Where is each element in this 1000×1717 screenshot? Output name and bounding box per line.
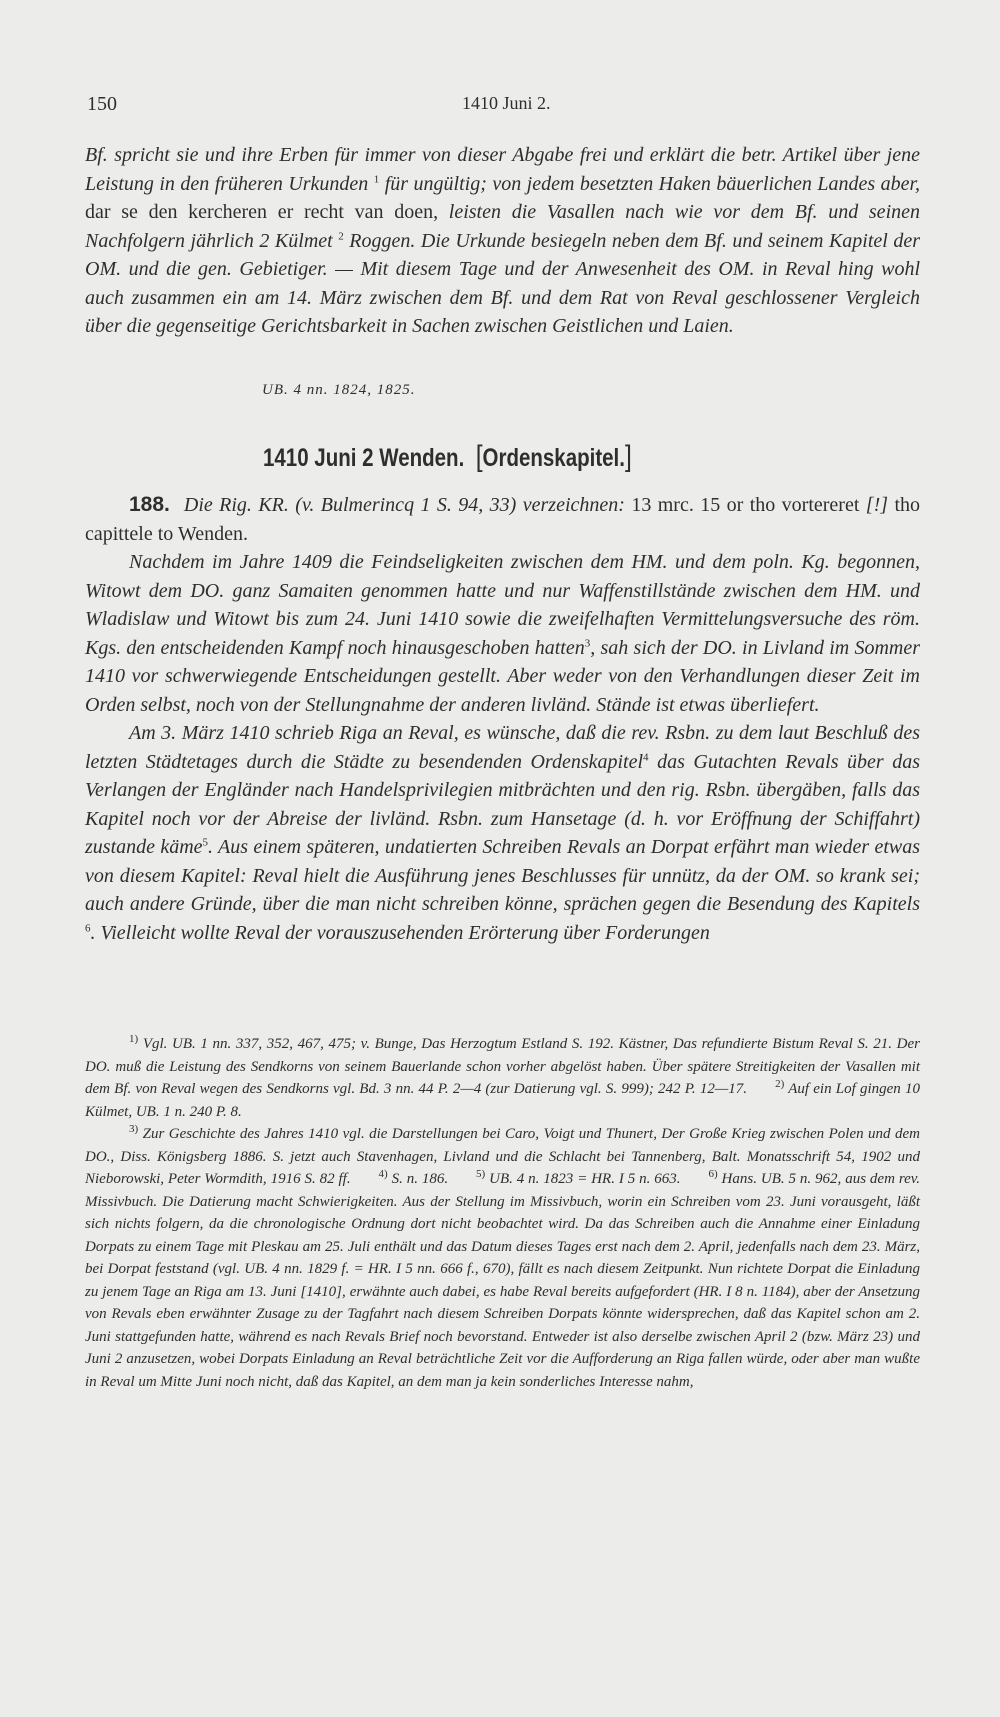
document-source: Die Rig. KR. (v. Bulmerincq 1 S. 94, 33) verzeichnen: (183, 494, 625, 516)
footnote-3-6 (85, 1123, 920, 1393)
heading-bracket-close: ] (624, 440, 632, 473)
footnotes (85, 1033, 920, 1393)
footnote-1-text: Vgl. UB. 1 nn. 337, 352, 467, 475; v. Bunge, Das Herzogtum Estland S. 192. Kästner, Das refundierte Bistum Reval S. 21. Der DO. muß die Leistung des Sendkorns von seinem Bauerlande schon vorher abgelöst haben. Über spätere Streitigkeiten der Vasallen mit dem Bf. von Reval wegen des Sendkorns vgl. Bd. 3 nn. 44 P. 2—4 (zur Datierung vgl. S. 999); 242 P. 12—17. (85, 1036, 921, 1097)
document-paragraph-1 (85, 548, 920, 719)
page-number: 150 (87, 93, 117, 115)
para2-text-c: . Aus einem späteren, undatierten Schreiben Revals an Dorpat erfährt man wieder etwas von diesem Kapitel: Reval hielt die Ausführung jenes Beschlusses für unnütz, da der OM. so krank sei; auch andere Gründe, über die man nicht schreiben könne, sprächen gegen die Besendung des Kapitels (85, 836, 921, 915)
document-entry-end: tho capittele to Wenden. (85, 494, 920, 545)
footnote-ref-5: 5 (202, 836, 209, 849)
document-number: 188. (129, 493, 170, 516)
document-body (85, 491, 920, 947)
para2-text-b: das Gutachten Revals über das Verlangen der Engländer nach Handelsprivilegien mitbrächten und den rig. Rsbn. übergäben, falls das Kapitel noch vor der Abreise der livländ. Rsbn. zum Hansetage (d. h. vor Eröffnung der Schiffahrt) zustande käme (85, 750, 921, 858)
footnote-4-text: S. n. 186. (391, 1171, 449, 1187)
footnote-6-text: Hans. UB. 5 n. 962, aus dem rev. Missivbuch. Die Datierung macht Schwierigkeiten. Aus der Stellung im Missivbuch, worin ein Schreiben vom 23. Juni vorausgeht, läßt sich nichts folgern, da die chronologische Ordnung dort nicht beobachtet wird. Da das Schreiben auch die Annahme einer Einladung Dorpats zu einem Tage mit Pleskau am 25. Juli enthält und das Datum dieses Tages erst nach dem 2. April, jedenfalls nach dem 23. März, bei Dorpat feststand (vgl. UB. 4 nn. 1829 f. = HR. I 5 nn. 666 f., 670), fällt es nach diesem Zeitpunkt. Nun richtete Dorpat die Einladung zu jenem Tage an Riga am 13. Juni [1410], erwähnte auch dabei, es habe Reval bereits aufgefordert (HR. I 8 n. 1184), aber der Ansetzung von Revals eben erwähnter Zusage zu der Tagfahrt nach diesem Schreiben Dorpats könnte widersprechen, daß das Kapitel schon am 2. Juni stattgefunden hatte, während es nach Revals Brief noch bevorstand. Entweder ist also derselbe zwischen April 2 (bzw. März 23) und Juni 2 anzusetzen, wobei Dorpats Einladung an Reval beträchtliche Zeit vor die Aufforderung an Riga fallen würde, oder aber man wußte in Reval um Mitte Juni noch nicht, daß das Kapitel, an dem man ja kein sonderliches Interesse nahm, (85, 1171, 921, 1390)
document-entry: 13 mrc. 15 or tho vortereret (631, 494, 860, 516)
footnote-3-text: Zur Geschichte des Jahres 1410 vgl. die Darstellungen bei Caro, Voigt und Thunert, Der Große Krieg zwischen Polen und dem DO., Diss. Königsberg 1886. S. jetzt auch Stavenhagen, Livland und die Schlacht bei Tannenberg, Balt. Monatsschrift 54, 1902 und Nieborowski, Peter Wormdith, 1916 S. 82 ff. (85, 1126, 921, 1187)
para1-text-a: Nachdem im Jahre 1409 die Feindseligkeiten zwischen dem HM. und dem poln. Kg. begonnen, Witowt dem DO. ganz Samaiten genommen hatte und nur Waffenstillstände zwischen dem HM. und Wladislaw und Witowt bis zum 24. Juni 1410 sowie die zweifelhaften Vermittelungsversuche des röm. Kgs. den entscheidenden Kampf noch hinausgeschoben hatten (85, 551, 920, 659)
footnote-mark-2: 2) (775, 1078, 785, 1090)
document-sic: [!] (865, 494, 889, 516)
intro-text-c: leisten die Vasallen nach wie vor dem Bf. und seinen Nachfolgern jährlich 2 Külmet (85, 201, 920, 252)
footnote-ref-3: 3 (584, 636, 591, 649)
entry-heading (263, 440, 632, 474)
footnote-mark-6: 6) (708, 1168, 718, 1180)
para2-text-a: Am 3. März 1410 schrieb Riga an Reval, es wünsche, daß die rev. Rsbn. zu dem laut Beschluß des letzten Städtetages durch die Städte zu besendenden Ordenskapitel (85, 722, 920, 773)
para2-text-d: . Vielleicht wollte Reval der vorauszusehenden Erörterung über Forderungen (90, 921, 710, 944)
footnote-2-text: Auf ein Lof gingen 10 Külmet, UB. 1 n. 240 P. 8. (85, 1081, 921, 1120)
footnote-ref-6: 6 (85, 921, 91, 934)
footnote-ref-4: 4 (643, 750, 649, 763)
para1-text-b: , sah sich der DO. in Livland im Sommer 1410 vor schwerwiegende Entscheidungen gestellt. Aber weder von den Verhandlungen dieser Zeit im Orden selbst, noch von der Stellungnahme der anderen livländ. Stände ist etwas überliefert. (85, 636, 921, 716)
footnote-mark-1: 1) (129, 1033, 139, 1045)
heading-title: Ordenskapitel. (482, 444, 625, 472)
footnote-5-text: UB. 4 n. 1823 = HR. I 5 n. 663. (489, 1171, 681, 1187)
heading-bracket-open: [ (475, 440, 483, 473)
footnote-1-2 (85, 1033, 920, 1123)
intro-paragraph (85, 141, 920, 341)
intro-text-b: für ungültig; von jedem besetzten Haken bäuerlichen Landes aber, (384, 172, 921, 195)
footnote-mark-5: 5) (476, 1168, 486, 1180)
intro-text-d: Roggen. Die Urkunde besiegeln neben dem Bf. und seinem Kapitel der OM. und die gen. Gebietiger. — Mit diesem Tage und der Anwesenheit des OM. in Reval hing wohl auch zusammen ein am 14. März zwischen dem Bf. und dem Rat von Reval geschlossener Vergleich über die gegenseitige Gerichtsbarkeit in Sachen zwischen Geistlichen und Laien. (85, 229, 921, 337)
footnote-ref-1: 1 (373, 172, 380, 185)
source-citation: UB. 4 nn. 1824, 1825. (262, 382, 416, 398)
footnote-mark-3: 3) (129, 1123, 139, 1135)
running-title: 1410 Juni 2. (462, 93, 551, 113)
intro-text-a: Bf. spricht sie und ihre Erben für immer von dieser Abgabe frei und erklärt die betr. Artikel über jene Leistung in den früheren Urkunden (85, 144, 920, 195)
footnote-mark-4: 4) (378, 1168, 388, 1180)
document-paragraph-2 (85, 719, 920, 947)
intro-quote: dar se den kercheren er recht van doen, (85, 201, 439, 223)
footnote-ref-2: 2 (338, 229, 344, 242)
heading-date-place: 1410 Juni 2 Wenden. (263, 444, 465, 472)
